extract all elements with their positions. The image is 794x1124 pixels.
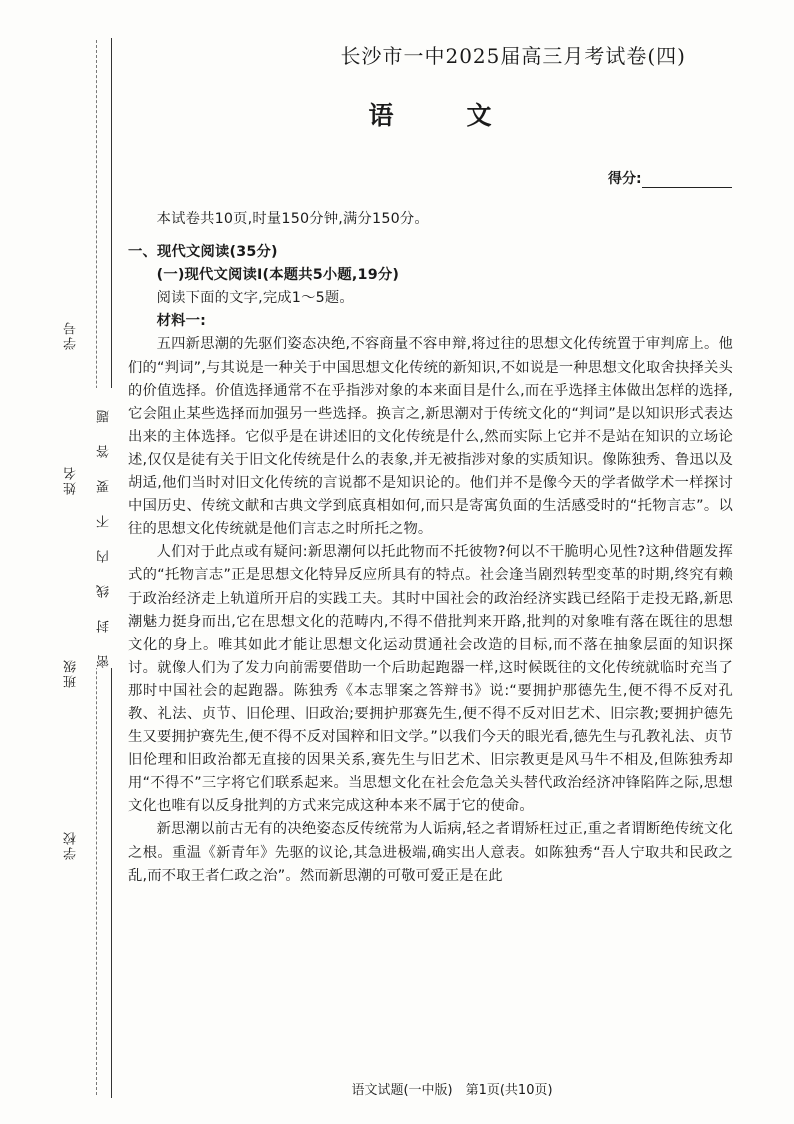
passage-paragraph: 新思潮以前古无有的决绝姿态反传统常为人诟病,轻之者谓矫枉过正,重之者谓断绝传统文化之根。重温《新青年》先驱的议论,其急进极端,确实出人意表。如陈独秀“吾人宁取共和民政之乱,而不取王者仁政之治”。然而新思潮的可敬可爱正是在此 bbox=[128, 821, 733, 884]
passage-paragraph: 人们对于此点或有疑问:新思潮何以托此物而不托彼物?何以不干脆明心见性?这种借题发挥式的“托物言志”正是思想文化特异反应所具有的特点。社会逢当剧烈转型变革的时期,终究有赖于政治经济走上轨道所开启的实践工夫。其时中国社会的政治经济实践已经陷于走投无路,新思潮魅力挺身而出,它在思想文化的范畴内,不得不借批判来开路,批判的对象唯有落在既往的思想文化的身上。唯其如此才能让思想文化运动贯通社会改造的目标,而不落在抽象层面的知识探讨。就像人们为了发力向前需要借助一个后助起跑器一样,这时候既往的文化传统就临时充当了那时中国社会的起跑器。陈独秀《本志罪案之答辩书》说:“要拥护那德先生,便不得不反对孔教、礼法、贞节、旧伦理、旧政治;要拥护那赛先生,便不得不反对旧艺术、旧宗教;要拥护德先生又要拥护赛先生,便不得不反对国粹和旧文学。”以我们今天的眼光看,德先生与孔教礼法、贞节旧伦理和旧政治都无直接的因果关系,赛先生与旧艺术、旧宗教更是风马牛不相及,但陈独秀却用“不得不”三字将它们联系起来。当思想文化在社会危急关头替代政治经济冲锋陷阵之际,思想文化也唯有以反身批判的方式来完成这种本来不属于它的使命。 bbox=[128, 544, 733, 815]
field-student-number[interactable] bbox=[62, 320, 81, 350]
field-school[interactable] bbox=[62, 830, 81, 860]
material-label: 材料一: bbox=[156, 313, 207, 330]
seal-line-notice: 密封线内不要答题 bbox=[97, 388, 112, 668]
page-footer: 语文试题(一中版) 第1页(共10页) bbox=[351, 1083, 553, 1098]
exam-body bbox=[128, 208, 733, 888]
score-blank[interactable] bbox=[642, 173, 732, 188]
field-class[interactable] bbox=[62, 658, 81, 688]
field-name-label: 姓名 bbox=[64, 465, 79, 495]
field-school-label: 学校 bbox=[64, 830, 79, 860]
field-name[interactable] bbox=[62, 465, 81, 495]
passage-paragraph: 五四新思潮的先驱们姿态决绝,不容商量不容申辩,将过往的思想文化传统置于审判席上。他们的“判词”,与其说是一种关于中国思想文化传统的新知识,不如说是一种思想文化取舍抉择关头的价值选择。价值选择通常不在乎指涉对象的本来面目是什么,而在乎选择主体做出怎样的选择,它会阻止某些选择而加强另一些选择。换言之,新思潮对于传统文化的“判词”是以知识形式表达出来的主体选择。它似乎是在讲述旧的文化传统是什么,然而实际上它并不是站在知识的立场论述,仅仅是徒有关于旧文化传统是什么的表象,并无被指涉对象的实质知识。像陈独秀、鲁迅以及胡适,他们当时对旧文化传统的言说都不是知识论的。他们并不是像今天的学者做学术一样探讨中国历史、传统文献和古典文学到底真相如何,而只是寄寓负面的生活感受时的“托物言志”。以往的思想文化传统就是他们言志之时所托之物。 bbox=[128, 336, 733, 538]
score-label: 得分: bbox=[608, 171, 642, 187]
field-class-label: 班级 bbox=[64, 658, 79, 688]
section-heading: 一、现代文阅读(35分) bbox=[128, 244, 278, 261]
score-field[interactable] bbox=[608, 168, 732, 188]
field-student-number-label: 学号 bbox=[64, 320, 79, 350]
exam-intro: 本试卷共10页,时量150分钟,满分150分。 bbox=[156, 211, 429, 227]
reading-instruction: 阅读下面的文字,完成1～5题。 bbox=[156, 290, 354, 307]
exam-title: 长沙市一中2025届高三月考试卷(四) bbox=[340, 44, 686, 68]
subsection-heading: (一)现代文阅读Ⅰ(本题共5小题,19分) bbox=[156, 267, 400, 284]
subject-title: 语 文 bbox=[368, 101, 516, 130]
